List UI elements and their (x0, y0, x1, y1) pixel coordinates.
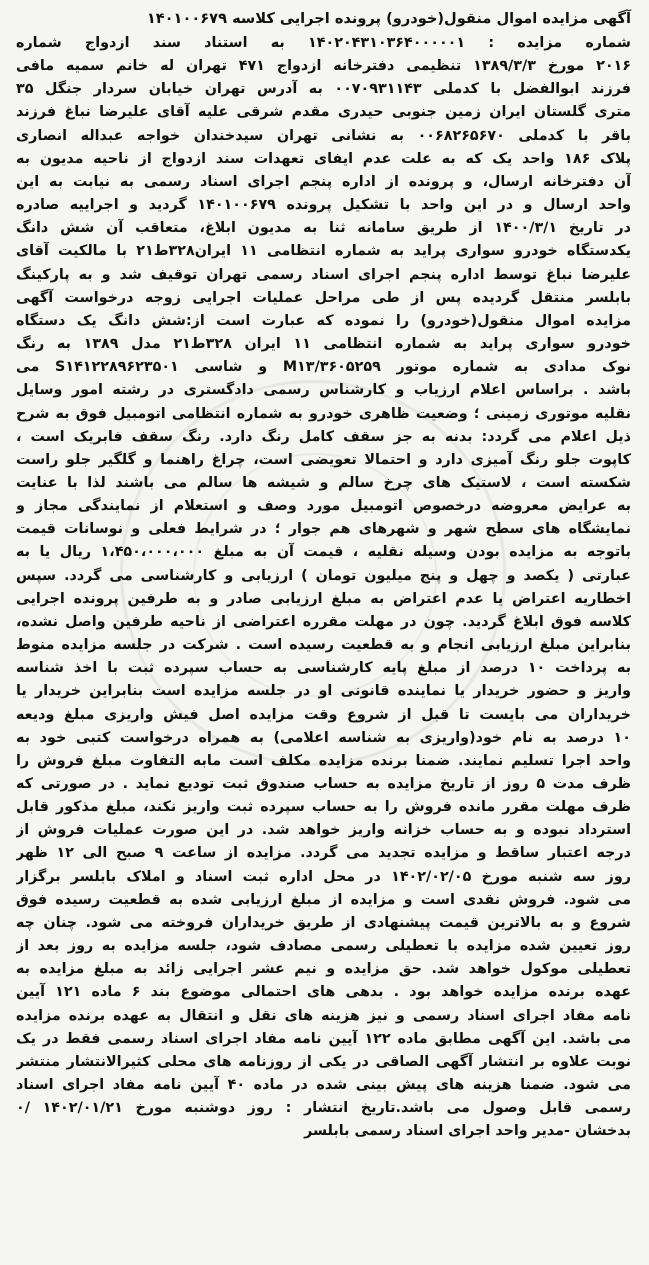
notice-line: رسمی قابل وصول می باشد.تاریخ انتشار : روز دوشنبه مورخ ۱۴۰۲/۰۱/۲۱ /۰ (16, 1100, 631, 1117)
notice-line: تعطیلی موکول خواهد شد. حق مزایده و نیم عشر اجرایی زائد به مبلغ مزایده به (16, 961, 631, 978)
notice-line: به پرداخت ۱۰ درصد از مبلغ پایه کارشناسی به حساب سپرده ثبت با اخذ شناسه (16, 660, 631, 677)
notice-line: شماره مزایده : ۱۴۰۲۰۴۳۱۰۳۶۴۰۰۰۰۰۱ به استناد سند ازدواج شماره (16, 35, 631, 51)
notice-line: باقر با کدملی ۰۰۶۸۲۶۵۶۷۰ به نشانی تهران سیدخندان خواجه عبداله انصاری (16, 127, 631, 144)
notice-line: متری گلستان ایران زمین جنوبی حیدری مقدم شرقی علیه آقای علیرضا نباغ فرزند (16, 104, 631, 121)
notice-signature: بدخشان -مدیر واحد اجرای اسناد رسمی بابلسر (304, 1123, 631, 1140)
notice-line: نوبت علاوه بر انتشار آگهی الصاقی در یکی از روزنامه های محلی کثیرالانتشار منتشر (16, 1053, 631, 1070)
notice-line: بنابراین مبلغ ارزیابی انجام و به قطعیت رسیده است . شرکت در جلسه مزایده منوط (16, 637, 631, 654)
notice-line: یکدستگاه خودرو سواری پراید به شماره انتظامی ۱۱ ایران۳۲۸ط۲۱ با مالکیت آقای (16, 243, 631, 260)
notice-line: می شود. فروش نقدی است و مزایده از مبلغ ارزیابی شده به قطعیت رسیده فوق (16, 891, 631, 908)
notice-line: فرزند ابوالفضل با کدملی ۰۰۷۰۹۳۱۱۴۳ به آدرس تهران خیابان سردار جنگل ۳۵ (16, 81, 631, 98)
notice-body (16, 32, 631, 1120)
notice-line: روز سه شنبه مورخ ۱۴۰۲/۰۲/۰۵ در محل اداره ثبت اسناد و املاک بابلسر برگزار (16, 868, 631, 885)
notice-line: باتوجه به مزایده بودن وسیله نقلیه ، قیمت آن به مبلغ ۱،۴۵۰،۰۰۰،۰۰۰ ریال یا به (16, 544, 631, 561)
notice-line: نمایشگاه های سطح شهر و شهرهای هم جوار ؛ در شرایط فعلی و نوسانات قیمت (16, 521, 631, 538)
notice-line: روز تعیین شده مزایده با تعطیلی رسمی مصادف شود، جلسه مزایده به روز بعد از (16, 938, 631, 955)
notice-line: شکسته است ، لاستیک های چرخ سالم و شیشه ها سالم می باشند لذا با عنایت (16, 474, 631, 491)
notice-line: بابلسر منتقل گردیده پس از طی مراحل عملیات اجرایی زوجه درخواست آگهی (16, 289, 631, 306)
notice-line: باشد . براساس اعلام ارزیاب و کارشناس رسمی دادگستری در رشته امور وسایل (16, 382, 631, 399)
notice-line: واحد اجرا تسلیم نمایند. ضمنا برنده مزایده مکلف است مابه التفاوت مبلغ فروش را (16, 752, 631, 769)
notice-line: خودرو سواری پراید به شماره انتظامی ۱۱ ایران ۳۲۸ط۲۱ مدل ۱۳۸۹ به رنگ (16, 336, 631, 353)
notice-line: مزایده اموال منقول(خودرو) را نموده که عبارت است از:شش دانگ یک دستگاه (16, 312, 631, 329)
notice-line: شروع و به بالاترین قیمت پیشنهادی از طریق خریداران فروخته می شود. چنان چه (16, 914, 631, 931)
notice-line: آن دفترخانه ارسال، و پرونده از اداره پنجم اجرای اسناد رسمی به نیابت به این (16, 173, 631, 190)
notice-line: خریداران می بایست تا قبل از شروع وقت مزایده اصل فیش واریزی مبلغ ودیعه (16, 706, 631, 723)
notice-line: نقلیه موتوری زمینی ؛ وضعیت ظاهری خودرو به شماره انتظامی اتومبیل فوق به شرح (16, 405, 631, 422)
notice-line: درجه اعتبار ساقط و مزایده تجدید می گردد. مزایده از ساعت ۹ صبح الی ۱۲ ظهر (16, 845, 631, 862)
notice-line: کلاسه فوق ابلاغ گردید. چون در مهلت مقرره اعتراضی از ناحیه طرفین واصل نشده، (16, 613, 631, 630)
notice-line: نامه مفاد اجرای اسناد رسمی و نیز هزینه های نقل و انتقال به عهده برنده مزایده (16, 1007, 631, 1024)
notice-line: می شود. ضمنا هزینه های پیش بینی شده در ماده ۴۰ آیین نامه مفاد اجرای اسناد (16, 1077, 631, 1094)
notice-line: کاپوت جلو رنگ آمیزی دارد و احتمالا تعویضی است، چراغ راهنما و گلگیر جلو راست (16, 451, 631, 468)
notice-line: ۱۰ درصد به نام خود(واریزی به شناسه اعلامی) به همراه درخواست کتبی خود به (16, 729, 631, 746)
notice-title: آگهی مزایده اموال منقول(خودرو) پرونده اجرایی کلاسه ۱۴۰۱۰۰۶۷۹ (146, 10, 631, 27)
notice-line: به عرایض معروضه درخصوص اتومبیل مورد وصف و استعلام از نمایندگی مجاز و (16, 498, 631, 515)
notice-line: استرداد نبوده و به حساب خزانه واریز خواهد شد. در این صورت عملیات فروش از (16, 822, 631, 839)
notice-line: می باشد. این آگهی مطابق ماده ۱۲۲ آیین نامه مفاد اجرای اسناد رسمی فقط در یک (16, 1030, 631, 1047)
notice-line: ذیل اعلام می گردد: بدنه به جز سقف کامل رنگ دارد. رنگ سقف فابریک است ، (16, 428, 631, 445)
notice-line: ۲۰۱۶ مورخ ۱۳۸۹/۳/۳ تنظیمی دفترخانه ازدواج ۴۷۱ تهران له خانم سمیه مافی (16, 58, 631, 75)
notice-line: ظرف مدت ۵ روز از تاریخ مزایده به حساب صندوق ثبت تودیع نماید . در صورتی که (16, 776, 631, 792)
notice-line: اخطاریه اعتراض یا عدم اعتراض به مبلغ ارزیابی صادر و به طرفین پرونده اجرایی (16, 590, 631, 607)
notice-line: پلاک ۱۸۶ واحد یک که به علت عدم ایفای تعهدات سند ازدواج از ناحیه مدیون به (16, 150, 631, 167)
notice-line: عهده برنده مزایده خواهد بود . بدهی های احتمالی موضوع بند ۶ ماده ۱۲۱ آیین (16, 984, 631, 1001)
notice-line: علیرضا نباغ توسط اداره پنجم اجرای اسناد رسمی تهران توقیف شد و به پارکینگ (16, 266, 631, 283)
notice-line: ظرف مهلت مقرر مانده فروش را به حساب سپرده ثبت واریز نکند، مبلغ مذکور قابل (16, 799, 631, 816)
notice-line: در تاریخ ۱۴۰۰/۳/۱ از طریق سامانه ثنا به مدیون ابلاغ، متعاقب آن شش دانگ (16, 220, 631, 237)
notice-line: نوک مدادی به شماره موتور ۳۶۰۵۲۵۹/M۱۳ و شاسی S۱۴۱۲۲۸۹۶۲۳۵۰۱ می (16, 359, 631, 376)
notice-line: واحد ارسال و در این واحد با تشکیل پرونده ۱۴۰۱۰۰۶۷۹ گردید و اجراییه صادره (16, 197, 631, 214)
notice-line: عبارتی ( یکصد و چهل و پنج میلیون تومان ) ارزیابی و کارشناسی می گردد. سپس (16, 567, 631, 584)
notice-line: واریز و حضور خریدار یا نماینده قانونی او در جلسه مزایده است بنابراین خریدار یا (16, 683, 631, 700)
